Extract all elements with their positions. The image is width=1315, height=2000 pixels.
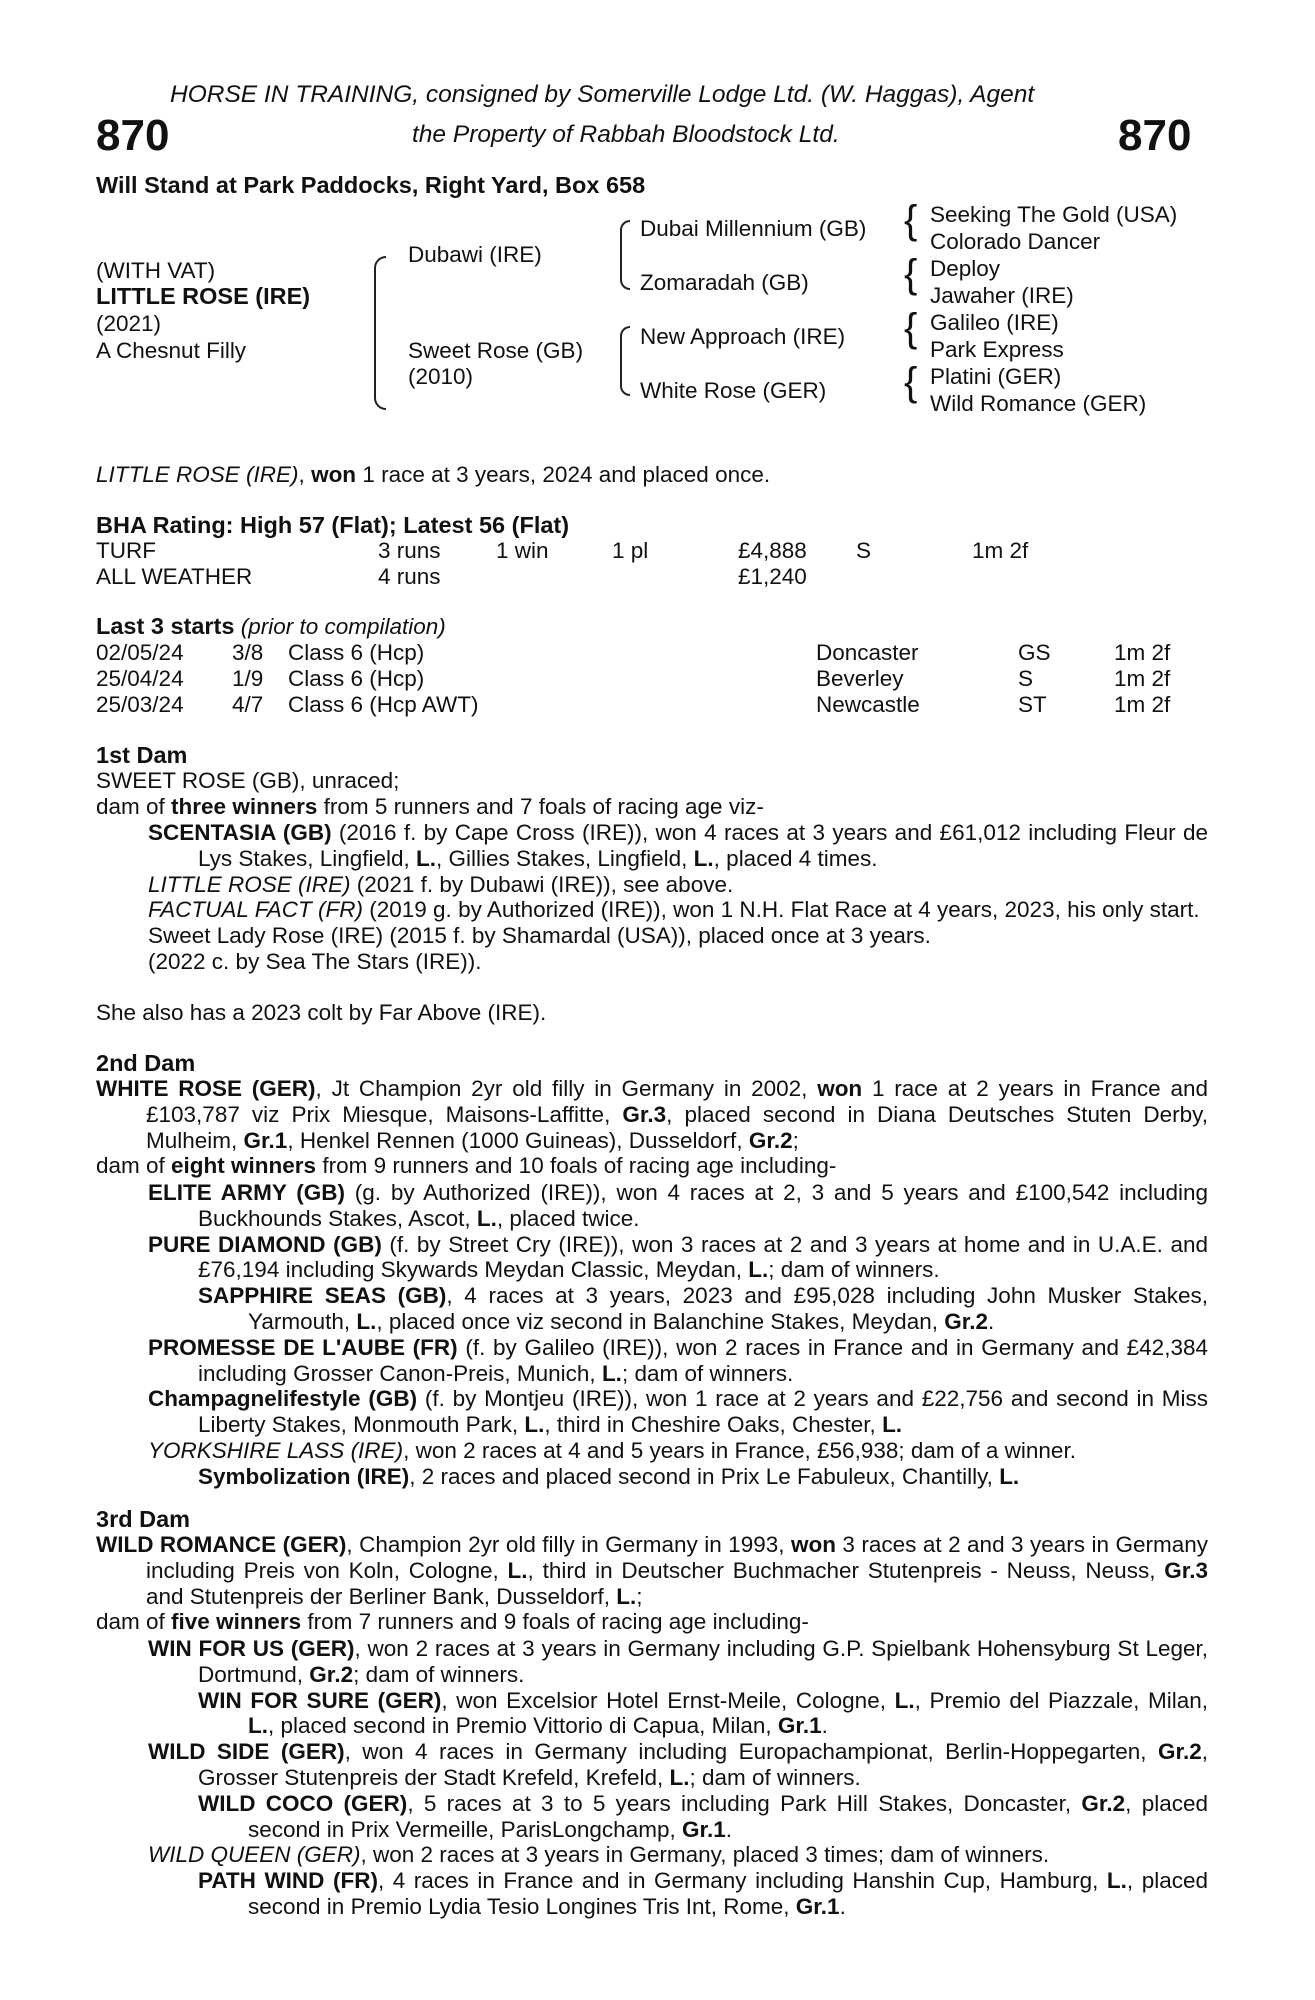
- second-dam-heading: 2nd Dam: [96, 1050, 196, 1076]
- property-line: the Property of Rabbah Bloodstock Ltd.: [412, 121, 840, 148]
- horse-yorkshire-lass: YORKSHIRE LASS (IRE): [148, 1437, 404, 1463]
- grade: Gr.3: [622, 1101, 667, 1127]
- text: , placed second in Prix Vermeille, ParisLongchamp,: [248, 1790, 1209, 1842]
- horse-path-wind: PATH WIND (FR): [198, 1868, 378, 1894]
- text: .: [988, 1308, 995, 1334]
- grade: Gr.1: [795, 1893, 840, 1919]
- last-starts-heading: [96, 614, 446, 640]
- text: , Grosser Stutenpreis der Stadt Krefeld, Krefeld,: [198, 1739, 1209, 1790]
- grade: Gr.1: [243, 1127, 288, 1153]
- rating-pl-1: 1 pl: [612, 538, 649, 563]
- text: , won 2 races at 4 and 5 years in France, £56,938; dam of a winner.: [403, 1437, 1076, 1463]
- produce-promesse: [148, 1335, 1208, 1387]
- produce-block-1: [148, 820, 1208, 975]
- rating-runs-2: 4 runs: [378, 564, 441, 589]
- grade: Gr.2: [1081, 1790, 1126, 1816]
- horse-wild-queen: WILD QUEEN (GER): [148, 1842, 361, 1868]
- horse-champagnelifestyle: Champagnelifestyle (GB): [148, 1386, 418, 1412]
- gen3-7: Platini (GER): [930, 364, 1062, 389]
- wild-romance-produce: [96, 1609, 1208, 1635]
- stand-location: Will Stand at Park Paddocks, Right Yard, Box 658: [96, 172, 646, 198]
- listed: L.: [601, 1360, 622, 1386]
- grade: Gr.2: [1157, 1739, 1202, 1765]
- produce-factual-fact: [148, 897, 1208, 923]
- grade: Gr.2: [309, 1661, 354, 1687]
- horse-wild-side: WILD SIDE (GER): [148, 1739, 345, 1765]
- text: .: [821, 1713, 828, 1739]
- rating-surface-2: ALL WEATHER: [96, 564, 253, 589]
- rating-runs-1: 3 runs: [378, 538, 441, 563]
- start-pos-3: 4/7: [232, 692, 264, 717]
- text: , 2 races and placed second in Prix Le Fabuleux, Chantilly,: [409, 1463, 1000, 1489]
- dam-dam: White Rose (GER): [640, 378, 827, 403]
- listed: L.: [616, 1583, 637, 1609]
- start-date-1: 02/05/24: [96, 640, 184, 665]
- text: ;: [636, 1583, 643, 1609]
- produce-win-for-sure: [198, 1688, 1208, 1740]
- start-date-3: 25/03/24: [96, 692, 184, 717]
- produce-elite-army: [148, 1180, 1208, 1232]
- third-dam-produce: [148, 1636, 1208, 1920]
- sire-bracket: [620, 220, 630, 290]
- first-dam-heading: 1st Dam: [96, 742, 188, 768]
- produce-little-rose: [148, 872, 1208, 898]
- rating-going-1: S: [856, 538, 872, 563]
- start-pos-2: 1/9: [232, 666, 264, 691]
- white-rose-produce: [96, 1153, 1208, 1179]
- sire-sire: Dubai Millennium (GB): [640, 216, 867, 241]
- gen3-1: Seeking The Gold (USA): [930, 202, 1178, 227]
- text: , Jt Champion 2yr old filly in Germany in 2002,: [315, 1076, 818, 1101]
- text: from 7 runners and 9 foals of racing age including-: [301, 1609, 809, 1635]
- second-dam-produce: [148, 1180, 1208, 1490]
- start-class-2: Class 6 (Hcp): [288, 666, 425, 691]
- horse-white-rose: WHITE ROSE (GER): [96, 1076, 316, 1101]
- listed: L.: [248, 1713, 268, 1739]
- lot-number-left: 870: [96, 111, 170, 160]
- start-dist-2: 1m 2f: [1114, 666, 1171, 691]
- text: , won Excelsior Hotel Ernst-Meile, Cologne,: [441, 1687, 895, 1713]
- start-dist-1: 1m 2f: [1114, 640, 1171, 665]
- horse-factual-fact: FACTUAL FACT (FR): [148, 897, 363, 923]
- grade: Gr.2: [944, 1308, 989, 1334]
- produce-yorkshire-lass: [148, 1438, 1208, 1464]
- produce-sapphire-seas: [198, 1283, 1208, 1335]
- horse-description: A Chesnut Filly: [96, 338, 247, 363]
- start-date-2: 25/04/24: [96, 666, 184, 691]
- text: , won 2 races at 3 years in Germany including G.P. Spielbank Hohensyburg St Leger, Dortmund,: [198, 1636, 1209, 1687]
- text: ;: [792, 1127, 799, 1153]
- listed: L.: [507, 1557, 528, 1583]
- text: , Gillies Stakes, Lingfield,: [436, 845, 694, 871]
- text: dam of: [96, 1153, 172, 1179]
- text: , 4 races at 3 years, 2023 and £95,028 including John Musker Stakes, Yarmouth,: [248, 1283, 1208, 1334]
- produce-pure-diamond: [148, 1232, 1208, 1284]
- sire: Dubawi (IRE): [408, 242, 542, 267]
- listed: L.: [524, 1412, 545, 1438]
- start-class-3: Class 6 (Hcp AWT): [288, 692, 479, 717]
- text: (2019 g. by Authorized (IRE)), won 1 N.H. Flat Race at 4 years, 2023, his only start.: [363, 897, 1200, 923]
- listed: L.: [999, 1463, 1020, 1489]
- text: (2021 f. by Dubawi (IRE)), see above.: [350, 871, 734, 897]
- start-dist-3: 1m 2f: [1114, 692, 1171, 717]
- gen3-8: Wild Romance (GER): [930, 391, 1147, 416]
- produce-path-wind: [198, 1868, 1208, 1920]
- start-course-2: Beverley: [816, 666, 904, 691]
- start-class-1: Class 6 (Hcp): [288, 640, 425, 665]
- sire-dam: Zomaradah (GB): [640, 270, 809, 295]
- produce-symbolization: [198, 1464, 1208, 1490]
- dam-bracket: [620, 326, 630, 396]
- text: , won 2 races at 3 years in Germany, placed 3 times; dam of winners.: [360, 1842, 1050, 1868]
- horse-name: LITTLE ROSE (IRE): [96, 283, 311, 309]
- third-dam-heading: 3rd Dam: [96, 1506, 191, 1532]
- text: , placed twice.: [496, 1205, 640, 1231]
- start-going-2: S: [1018, 666, 1034, 691]
- winners-count: eight winners: [171, 1153, 317, 1179]
- bha-rating: BHA Rating: High 57 (Flat); Latest 56 (Flat): [96, 512, 570, 538]
- text: , third in Deutscher Buchmacher Stutenpreis - Neuss, Neuss,: [527, 1557, 1165, 1583]
- text: .: [839, 1893, 846, 1919]
- won: won: [817, 1076, 863, 1101]
- produce-wild-coco: [198, 1791, 1208, 1843]
- text: ; dam of winners.: [621, 1360, 794, 1386]
- rating-surface-1: TURF: [96, 538, 156, 563]
- wild-romance-record: [96, 1532, 1208, 1609]
- produce-champagnelifestyle: [148, 1386, 1208, 1438]
- brace-2: {: [904, 252, 918, 296]
- text: 3 races at 2 and 3 years in Germany including Preis von Koln, Cologne,: [146, 1532, 1208, 1583]
- listed: L.: [1106, 1868, 1127, 1894]
- text: ; dam of winners.: [353, 1661, 525, 1687]
- text: , placed 4 times.: [713, 845, 878, 871]
- horse-little-rose: LITTLE ROSE (IRE): [148, 871, 351, 897]
- text: , placed second in Diana Deutsches Stuten Derby, Mulheim,: [146, 1101, 1208, 1153]
- gen3-6: Park Express: [930, 337, 1064, 362]
- last-starts-title: Last 3 starts: [96, 613, 235, 639]
- horse-scentasia: SCENTASIA (GB): [148, 820, 332, 845]
- third-dam-text: [96, 1532, 1208, 1635]
- listed: L.: [476, 1205, 497, 1231]
- rating-wins-1: 1 win: [496, 538, 549, 563]
- text: dam of: [96, 794, 172, 819]
- dam-sire: New Approach (IRE): [640, 324, 846, 349]
- start-going-1: GS: [1018, 640, 1051, 665]
- gen3-2: Colorado Dancer: [930, 229, 1101, 254]
- main-bracket: [374, 256, 386, 410]
- text: dam of: [96, 1609, 172, 1635]
- grade: Gr.3: [1164, 1557, 1208, 1583]
- text: ; dam of winners.: [768, 1257, 940, 1283]
- text: , Champion 2yr old filly in Germany in 1993,: [346, 1532, 791, 1557]
- horse-symbolization: Symbolization (IRE): [198, 1463, 410, 1489]
- summary-won: won: [311, 462, 357, 487]
- listed: L.: [693, 845, 714, 871]
- first-dam-produce: [96, 794, 764, 820]
- horse-win-for-sure: WIN FOR SURE (GER): [198, 1687, 442, 1713]
- gen3-3: Deploy: [930, 256, 1001, 281]
- won: won: [790, 1532, 836, 1557]
- consignor-line: HORSE IN TRAINING, consigned by Somerville Lodge Ltd. (W. Haggas), Agent: [170, 81, 1035, 108]
- dam: Sweet Rose (GB): [408, 338, 584, 363]
- horse-wild-romance: WILD ROMANCE (GER): [96, 1532, 347, 1557]
- grade: Gr.2: [748, 1127, 793, 1153]
- race-summary: LITTLE ROSE (IRE), won 1 race at 3 years, 2024 and placed once.: [96, 462, 771, 487]
- horse-promesse: PROMESSE DE L'AUBE (FR): [148, 1334, 458, 1360]
- first-dam-line: SWEET ROSE (GB), unraced;: [96, 768, 400, 793]
- gen3-4: Jawaher (IRE): [930, 283, 1074, 308]
- text: , 5 races at 3 to 5 years including Park Hill Stakes, Doncaster,: [407, 1790, 1082, 1816]
- text: , placed second in Premio Vittorio di Capua, Milan,: [268, 1713, 778, 1739]
- text: , third in Cheshire Oaks, Chester,: [544, 1412, 883, 1438]
- first-dam-also: She also has a 2023 colt by Far Above (IRE).: [96, 1000, 547, 1025]
- text: (f. by Montjeu (IRE)), won 1 race at 2 years and £22,756 and second in Miss Liberty Stakes, Monmouth Park,: [198, 1386, 1208, 1438]
- listed: L.: [882, 1412, 903, 1438]
- produce-wild-side: [148, 1739, 1208, 1791]
- horse-elite-army: ELITE ARMY (GB): [148, 1180, 346, 1205]
- dam-year: (2010): [408, 364, 474, 389]
- text: (f. by Galileo (IRE)), won 2 races in France and in Germany and £42,384 including Grosser Canon-Preis, Munich,: [198, 1334, 1208, 1386]
- start-course-1: Doncaster: [816, 640, 919, 665]
- text: , placed once viz second in Balanchine Stakes, Meydan,: [376, 1308, 945, 1334]
- horse-wild-coco: WILD COCO (GER): [198, 1790, 408, 1816]
- winners-count: five winners: [171, 1609, 302, 1635]
- grade: Gr.1: [681, 1816, 726, 1842]
- produce-win-for-us: [148, 1636, 1208, 1688]
- text: , Henkel Rennen (1000 Guineas), Dusseldorf,: [287, 1127, 749, 1153]
- text: .: [725, 1816, 733, 1842]
- text: (g. by Authorized (IRE)), won 4 races at 2, 3 and 5 years and £100,542 including Buckhounds Stakes, Ascot,: [198, 1180, 1208, 1231]
- summary-name: LITTLE ROSE (IRE): [96, 462, 299, 487]
- brace-1: {: [904, 198, 918, 242]
- listed: L.: [416, 845, 437, 871]
- text: , placed second in Premio Lydia Tesio Longines Tris Int, Rome,: [248, 1868, 1208, 1919]
- text: and Stutenpreis der Berliner Bank, Dusseldorf,: [146, 1583, 617, 1609]
- white-rose-record: [96, 1076, 1208, 1153]
- horse-sapphire-seas: SAPPHIRE SEAS (GB): [198, 1283, 447, 1309]
- text: (2016 f. by Cape Cross (IRE)), won 4 races at 3 years and £61,012 including Fleur de Lys Stakes, Lingfield,: [198, 820, 1208, 871]
- grade: Gr.1: [777, 1713, 822, 1739]
- start-pos-1: 3/8: [232, 640, 264, 665]
- text: from 5 runners and 7 foals of racing age viz-: [317, 794, 764, 819]
- summary-text: 1 race at 3 years, 2024 and placed once.: [362, 462, 771, 487]
- second-dam-text: [96, 1076, 1208, 1179]
- winners-count: three winners: [171, 794, 318, 819]
- text: from 9 runners and 10 foals of racing age including-: [316, 1153, 837, 1179]
- start-going-3: ST: [1018, 692, 1047, 717]
- listed: L.: [748, 1257, 769, 1283]
- text: (f. by Street Cry (IRE)), won 3 races at 2 and 3 years at home and in U.A.E. and £76,194 including Skywards Meydan Classic, Meydan,: [198, 1231, 1208, 1283]
- text: ; dam of winners.: [689, 1764, 861, 1790]
- text: , won 4 races in Germany including Europachampionat, Berlin-Hoppegarten,: [344, 1739, 1158, 1765]
- listed: L.: [356, 1308, 377, 1334]
- listed: L.: [894, 1687, 915, 1713]
- produce-2022-colt: (2022 c. by Sea The Stars (IRE)).: [148, 948, 482, 974]
- produce-wild-queen: [148, 1842, 1208, 1868]
- start-course-3: Newcastle: [816, 692, 920, 717]
- text: , Premio del Piazzale, Milan,: [914, 1687, 1208, 1713]
- text: , 4 races in France and in Germany including Hanshin Cup, Hamburg,: [377, 1868, 1107, 1894]
- listed: L.: [669, 1764, 690, 1790]
- text: 1 race at 2 years in France and £103,787 viz Prix Miesque, Maisons-Laffitte,: [146, 1076, 1209, 1127]
- gen3-5: Galileo (IRE): [930, 310, 1059, 335]
- vat-label: (WITH VAT): [96, 258, 216, 283]
- last-starts-note: (prior to compilation): [240, 614, 446, 639]
- horse-year: (2021): [96, 311, 162, 336]
- horse-win-for-us: WIN FOR US (GER): [148, 1636, 355, 1661]
- produce-sweet-lady: Sweet Lady Rose (IRE) (2015 f. by Shamardal (USA)), placed once at 3 years.: [148, 923, 931, 949]
- rating-prize-1: £4,888: [738, 538, 807, 563]
- lot-number-right: 870: [1118, 111, 1192, 160]
- rating-dist-1: 1m 2f: [972, 538, 1029, 563]
- horse-pure-diamond: PURE DIAMOND (GB): [148, 1231, 382, 1257]
- rating-prize-2: £1,240: [738, 564, 807, 589]
- produce-scentasia: [148, 820, 1208, 872]
- brace-4: {: [904, 360, 918, 404]
- brace-3: {: [904, 306, 918, 350]
